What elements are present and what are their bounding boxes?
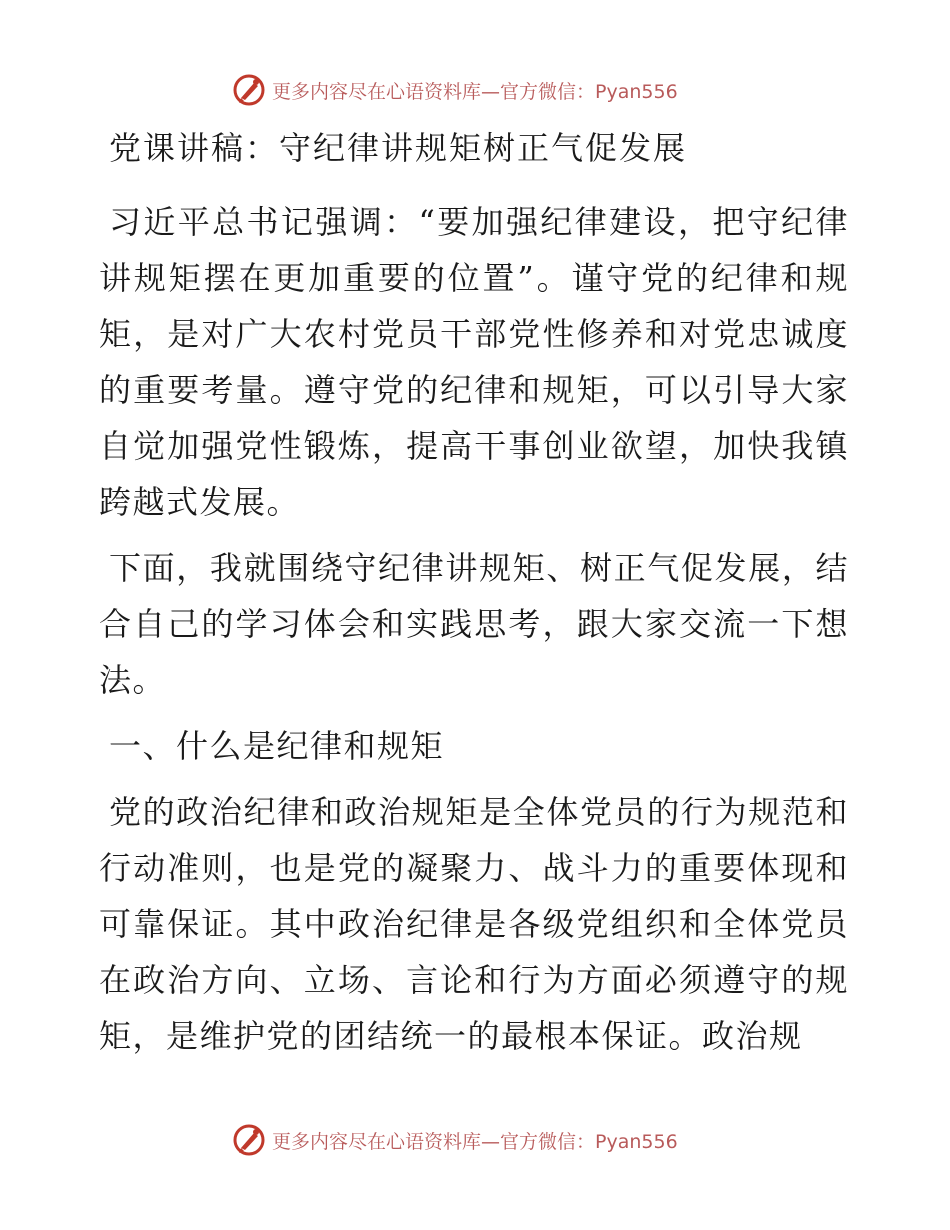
document-title: 党课讲稿：守纪律讲规矩树正气促发展: [109, 129, 688, 167]
pen-logo-icon: [232, 73, 266, 107]
paragraph-outline-text: 下面，我就围绕守纪律讲规矩、树正气促发展，结合自己的学习体会和实践思考，跟大家交流一下想法。: [99, 549, 849, 699]
document-body: [99, 122, 849, 1064]
paragraph-intro-text: 习近平总书记强调：“要加强纪律建设，把守纪律讲规矩摆在更加重要的位置”。谨守党的纪律和规矩，是对广大农村党员干部党性修养和对党忠诚度的重要考量。遵守党的纪律和规矩，可以引导大家自觉加强党性锻炼，提高干事创业欲望，加快我镇跨越式发展。: [99, 203, 849, 521]
banner-text: 更多内容尽在心语资料库—官方微信：Pyan556: [272, 1130, 678, 1153]
paragraph-section-one: [99, 784, 849, 1064]
paragraph-intro: [99, 194, 849, 530]
paragraph-section-one-text: 党的政治纪律和政治规矩是全体党员的行为规范和行动准则，也是党的凝聚力、战斗力的重要体现和可靠保证。其中政治纪律是各级党组织和全体党员在政治方向、立场、言论和行为方面必须遵守的规矩，是维护党的团结统一的最根本保证。政治规: [99, 793, 849, 1055]
footer-banner: [232, 1122, 678, 1158]
banner-text: 更多内容尽在心语资料库—官方微信：Pyan556: [272, 80, 678, 103]
section-heading: 一、什么是纪律和规矩: [109, 727, 445, 765]
header-banner: [232, 72, 678, 108]
paragraph-outline: [99, 540, 849, 708]
pen-logo-icon: [232, 1123, 266, 1157]
